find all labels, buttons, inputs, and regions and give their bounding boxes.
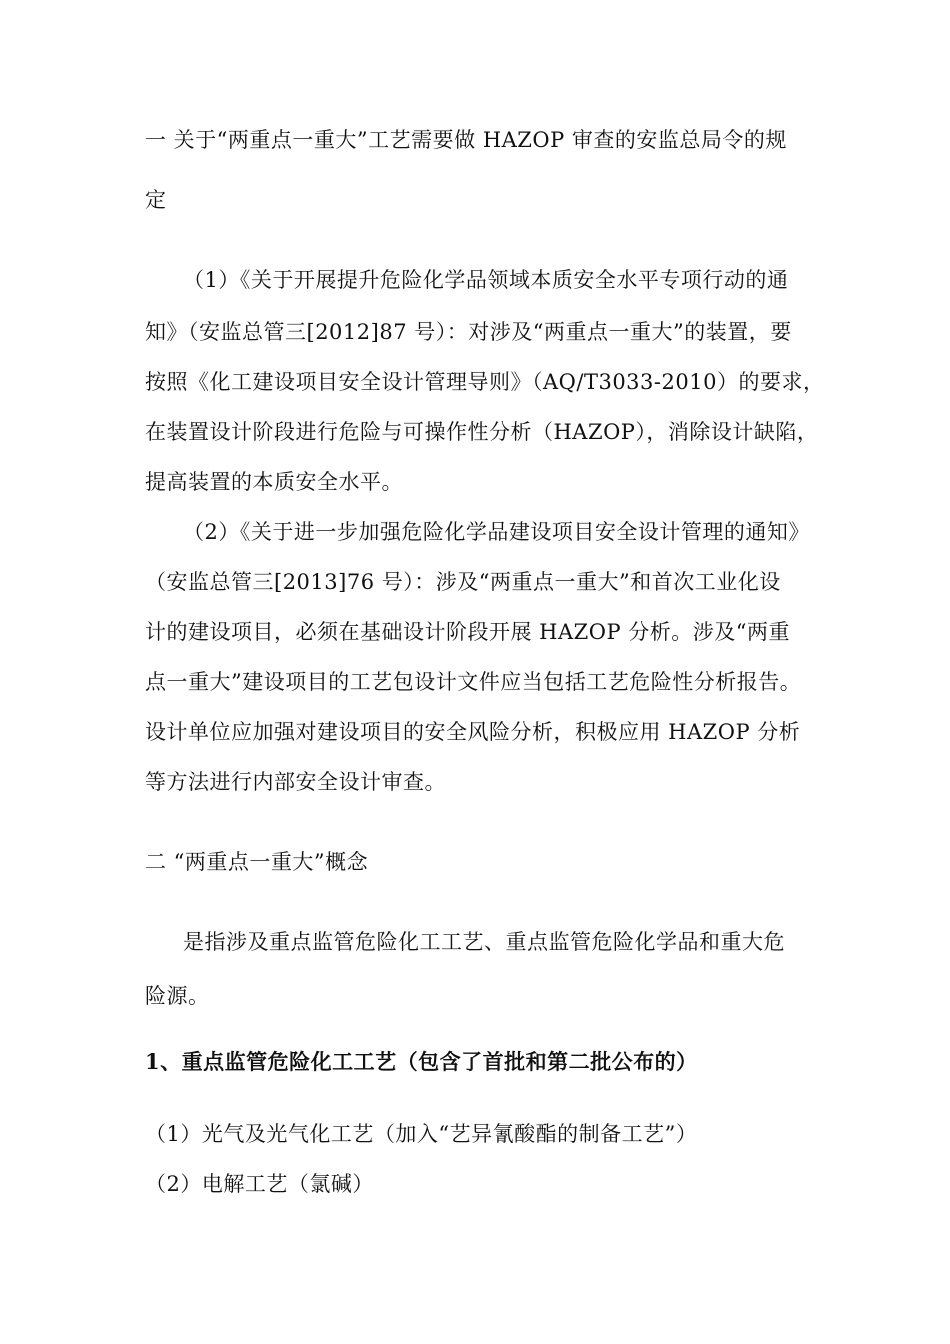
- section-1-heading-line-2: 定: [145, 188, 167, 212]
- item-2-line-1: （2）《关于进一步加强危险化学品建设项目安全设计管理的通知》: [183, 520, 810, 544]
- subsection-1-heading: 1、重点监管危险化工工艺（包含了首批和第二批公布的）: [145, 1049, 698, 1074]
- process-item-1: （1）光气及光气化工艺（加入“艺异氰酸酯的制备工艺”）: [145, 1122, 698, 1146]
- item-2-line-5: 设计单位应加强对建设项目的安全风险分析，积极应用 HAZOP 分析: [145, 720, 801, 744]
- section-2-heading: 二 “两重点一重大”概念: [145, 850, 369, 874]
- item-2-line-2: （安监总管三[2013]76 号）：涉及“两重点一重大”和首次工业化设: [145, 570, 781, 594]
- concept-line-2: 险源。: [145, 984, 210, 1008]
- item-1-line-1: （1）《关于开展提升危险化学品领域本质安全水平专项行动的通: [183, 268, 789, 292]
- process-item-2: （2）电解工艺（氯碱）: [145, 1172, 374, 1196]
- item-1-line-2: 知》（安监总管三[2012]87 号）：对涉及“两重点一重大”的装置，要: [145, 320, 792, 344]
- item-1-line-5: 提高装置的本质安全水平。: [145, 470, 403, 494]
- item-1-line-3: 按照《化工建设项目安全设计管理导则》（AQ/T3033-2010）的要求，: [145, 370, 825, 394]
- section-1-heading-line-1: 一 关于“两重点一重大”工艺需要做 HAZOP 审查的安监总局令的规: [145, 128, 787, 152]
- item-1-line-4: 在装置设计阶段进行危险与可操作性分析（HAZOP），消除设计缺陷，: [145, 420, 819, 444]
- item-2-line-3: 计的建设项目，必须在基础设计阶段开展 HAZOP 分析。涉及“两重: [145, 620, 791, 644]
- concept-line-1: 是指涉及重点监管危险化工工艺、重点监管危险化学品和重大危: [183, 930, 785, 954]
- item-2-line-6: 等方法进行内部安全设计审查。: [145, 770, 446, 794]
- item-2-line-4: 点一重大”建设项目的工艺包设计文件应当包括工艺危险性分析报告。: [145, 670, 802, 694]
